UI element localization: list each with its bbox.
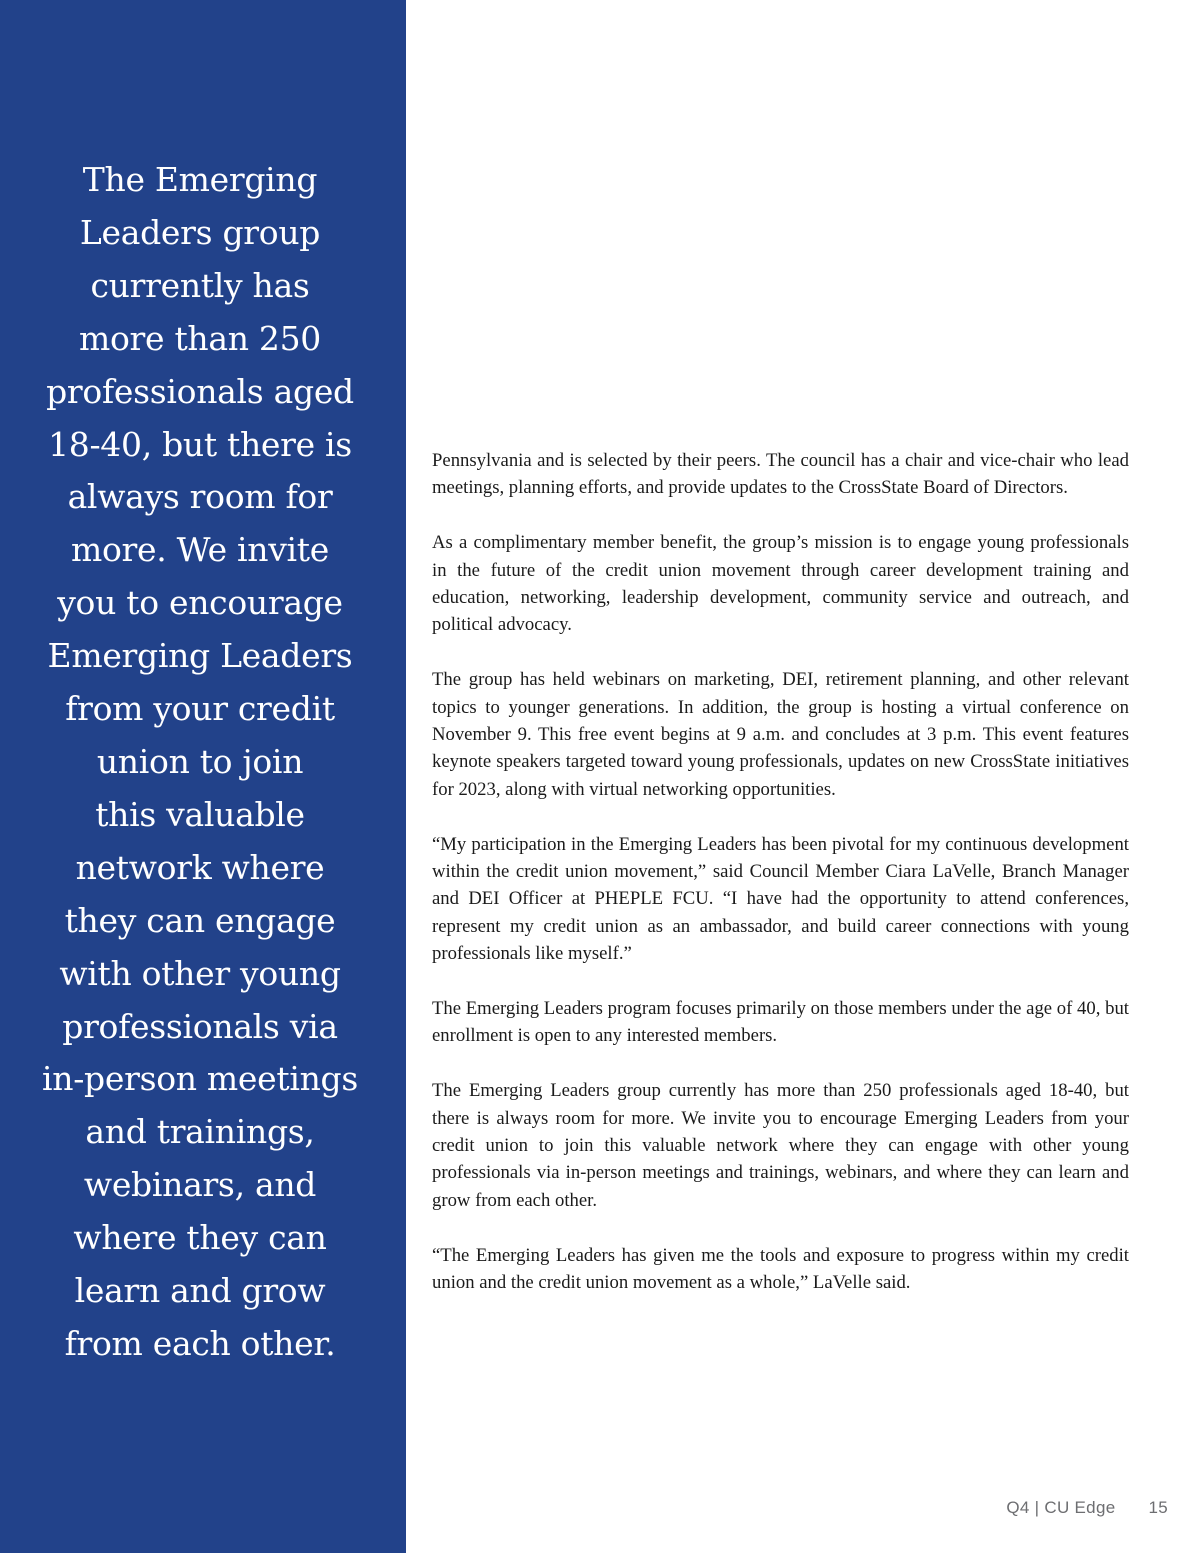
publication-name: Q4 | CU Edge	[1006, 1498, 1116, 1517]
pull-quote-line: more. We invite	[71, 530, 329, 570]
pull-quote-line: currently has	[90, 265, 310, 305]
pull-quote-line: union to join	[96, 741, 304, 781]
article-paragraph: Pennsylvania and is selected by their peers. The council has a chair and vice-chair who lead meetings, planning efforts, and provide updates to the CrossState Board of Directors.	[432, 450, 1129, 499]
article-paragraph: The Emerging Leaders group currently has more than 250 professionals aged 18-40, but there is always room for more. We invite you to encourage Emerging Leaders from your credit union to join this valuable network where they can engage with other young professionals via in-person meetings and trainings, webinars, and where they can learn and grow from each other.	[432, 1080, 1129, 1211]
pull-quote-line: network where	[75, 847, 325, 887]
pull-quote-line: this valuable	[95, 794, 305, 834]
pull-quote-line: 18-40, but there is	[48, 424, 352, 464]
pull-quote-line: professionals aged	[46, 371, 354, 411]
article-paragraph: “The Emerging Leaders has given me the tools and exposure to progress within my credit union and the credit union movement as a whole,” LaVelle said.	[432, 1244, 1129, 1294]
pull-quote-line: webinars, and	[83, 1165, 317, 1205]
pull-quote-line: you to encourage	[57, 583, 343, 623]
page-number: 15	[1148, 1498, 1168, 1517]
pull-quote-line: learn and grow	[74, 1271, 326, 1311]
pull-quote-line: professionals via	[62, 1006, 338, 1046]
article-paragraph: The Emerging Leaders program focuses primarily on those members under the age of 40, but enrollment is open to any interested members.	[432, 998, 1129, 1047]
pull-quote-line: Emerging Leaders	[47, 636, 353, 676]
pull-quote-line: from your credit	[65, 689, 335, 729]
pull-quote-line: The Emerging	[82, 160, 318, 199]
pull-quote-sidebar	[0, 0, 406, 1553]
article-paragraph: “My participation in the Emerging Leaders has been pivotal for my continuous development within the credit union movement,” said Council Member Ciara LaVelle, Branch Manager and DEI Officer at PHEPLE FCU. “I have had the opportunity to attend conferences, represent my credit union as an ambassador, and build career connections with young professionals like myself.”	[432, 833, 1129, 965]
pull-quote-line: Leaders group	[79, 212, 321, 252]
pull-quote	[30, 154, 370, 1371]
pull-quote-line: and trainings,	[85, 1112, 315, 1152]
article-paragraph: As a complimentary member benefit, the group’s mission is to engage young professionals in the future of the credit union movement through career development training and education, networking, leadership development, community service and outreach, and political advocacy.	[432, 532, 1129, 636]
pull-quote-line: with other young	[59, 953, 341, 993]
pull-quote-line: always room for	[67, 477, 333, 517]
pull-quote-line: in-person meetings	[41, 1059, 358, 1099]
article-paragraph: The group has held webinars on marketing, DEI, retirement planning, and other relevant topics to younger generations. In addition, the group is hosting a virtual conference on November 9. This free event begins at 9 a.m. and concludes at 3 p.m. This event features keynote speakers targeted toward young professionals, updates on new CrossState initiatives for 2023, along with virtual networking opportunities.	[432, 669, 1129, 800]
page-footer	[1006, 1498, 1168, 1518]
pull-quote-line: from each other.	[64, 1323, 336, 1363]
pull-quote-line: where they can	[73, 1218, 327, 1258]
pull-quote-line: more than 250	[79, 318, 321, 358]
article-body	[432, 447, 1129, 1324]
pull-quote-line: they can engage	[64, 900, 336, 940]
